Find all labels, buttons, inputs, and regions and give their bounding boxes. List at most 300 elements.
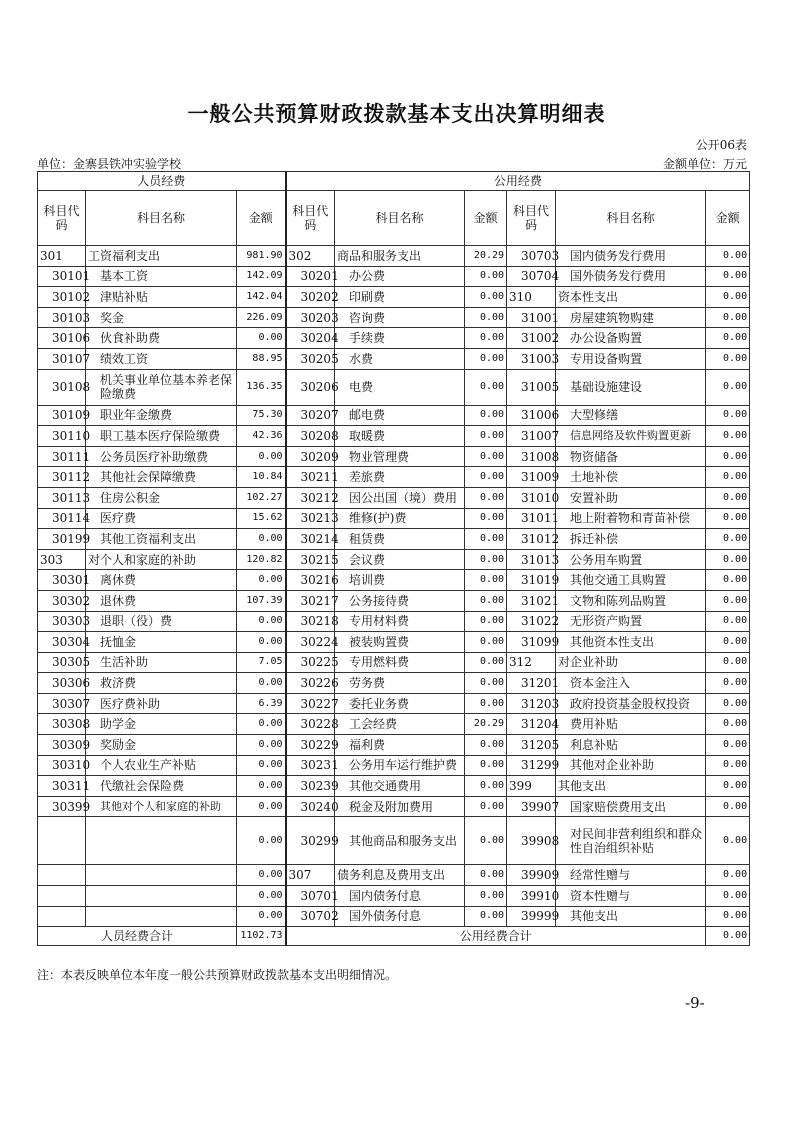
amount-value: 0.00 bbox=[237, 886, 286, 907]
amount-value: 0.00 bbox=[706, 307, 750, 328]
amount-value: 0.00 bbox=[706, 369, 750, 405]
table-row bbox=[38, 673, 750, 694]
subject-code: 30701 bbox=[286, 886, 335, 907]
subject-name: 培训费 bbox=[335, 570, 465, 591]
amount-value: 0.00 bbox=[465, 508, 507, 529]
amount-value: 0.00 bbox=[465, 446, 507, 467]
subject-code: 31203 bbox=[507, 693, 556, 714]
subject-code: 31021 bbox=[507, 590, 556, 611]
subject-name: 资本性赠与 bbox=[556, 886, 706, 907]
subject-code: 30208 bbox=[286, 426, 335, 447]
subject-name: 大型修缮 bbox=[556, 405, 706, 426]
subject-name: 专用材料费 bbox=[335, 611, 465, 632]
amount-value: 0.00 bbox=[706, 549, 750, 570]
amount-value: 0.00 bbox=[465, 796, 507, 817]
subject-name: 资本金注入 bbox=[556, 673, 706, 694]
subject-code: 39999 bbox=[507, 906, 556, 927]
subject-name: 国家赔偿费用支出 bbox=[556, 796, 706, 817]
subject-code: 30110 bbox=[38, 426, 86, 447]
amount-value: 0.00 bbox=[237, 632, 286, 653]
amount-value: 0.00 bbox=[237, 817, 286, 865]
subject-name: 其他社会保障缴费 bbox=[86, 467, 237, 488]
subject-code: 30114 bbox=[38, 508, 86, 529]
subject-name: 基本工资 bbox=[86, 266, 237, 287]
subject-code: 31005 bbox=[507, 369, 556, 405]
subject-name: 国外债务付息 bbox=[335, 906, 465, 927]
subject-code: 30102 bbox=[38, 287, 86, 308]
subject-name: 生活补助 bbox=[86, 652, 237, 673]
table-row bbox=[38, 652, 750, 673]
subject-code: 31011 bbox=[507, 508, 556, 529]
subject-name: 其他对个人和家庭的补助 bbox=[86, 796, 237, 817]
subject-name: 无形资产购置 bbox=[556, 611, 706, 632]
subject-name: 其他商品和服务支出 bbox=[335, 817, 465, 865]
subject-code: 30310 bbox=[38, 755, 86, 776]
subject-code: 31008 bbox=[507, 446, 556, 467]
amount-value: 0.00 bbox=[465, 307, 507, 328]
subject-code: 30199 bbox=[38, 529, 86, 550]
amount-value: 0.00 bbox=[706, 246, 750, 267]
page-title: 一般公共预算财政拨款基本支出决算明细表 bbox=[187, 102, 606, 126]
subject-code: 30215 bbox=[286, 549, 335, 570]
subject-name: 代缴社会保险费 bbox=[86, 776, 237, 797]
subject-name: 个人农业生产补贴 bbox=[86, 755, 237, 776]
subject-name: 公务用车运行维护费 bbox=[335, 755, 465, 776]
table-row bbox=[38, 755, 750, 776]
table-row bbox=[38, 735, 750, 756]
subject-code: 30101 bbox=[38, 266, 86, 287]
subject-name bbox=[86, 817, 237, 865]
amount-value: 0.00 bbox=[465, 266, 507, 287]
amount-value: 20.29 bbox=[465, 714, 507, 735]
subject-code: 39908 bbox=[507, 817, 556, 865]
subject-code bbox=[38, 817, 86, 865]
subject-name: 经常性赠与 bbox=[556, 865, 706, 886]
amount-value: 0.00 bbox=[706, 776, 750, 797]
amount-value: 7.05 bbox=[237, 652, 286, 673]
subject-code: 30111 bbox=[38, 446, 86, 467]
col-name-header: 科目名称 bbox=[556, 191, 706, 246]
subject-name: 公务用车购置 bbox=[556, 549, 706, 570]
public-total-label: 公用经费合计 bbox=[286, 927, 706, 946]
amount-value: 0.00 bbox=[706, 508, 750, 529]
subject-name: 对民间非营利组织和群众性自治组织补贴 bbox=[556, 817, 706, 865]
table-row bbox=[38, 405, 750, 426]
subject-name: 福利费 bbox=[335, 735, 465, 756]
amount-value: 0.00 bbox=[706, 328, 750, 349]
amount-value: 0.00 bbox=[237, 328, 286, 349]
subject-name: 基础设施建设 bbox=[556, 369, 706, 405]
amount-value: 0.00 bbox=[465, 755, 507, 776]
amount-value: 0.00 bbox=[706, 886, 750, 907]
amount-value: 0.00 bbox=[237, 906, 286, 927]
form-number: 公开06表 bbox=[695, 138, 747, 152]
subject-name: 退休费 bbox=[86, 590, 237, 611]
personnel-total-label: 人员经费合计 bbox=[38, 927, 237, 946]
subject-name: 工会经费 bbox=[335, 714, 465, 735]
subject-code: 399 bbox=[507, 776, 556, 797]
subject-code: 30214 bbox=[286, 529, 335, 550]
subject-code: 31299 bbox=[507, 755, 556, 776]
amount-value: 0.00 bbox=[237, 796, 286, 817]
amount-value: 0.00 bbox=[237, 755, 286, 776]
table-row bbox=[38, 886, 750, 907]
subject-name: 委托业务费 bbox=[335, 693, 465, 714]
subject-code: 30209 bbox=[286, 446, 335, 467]
amount-value: 0.00 bbox=[706, 906, 750, 927]
amount-value: 0.00 bbox=[465, 776, 507, 797]
amount-value: 136.35 bbox=[237, 369, 286, 405]
subject-code: 30305 bbox=[38, 652, 86, 673]
subject-code: 312 bbox=[507, 652, 556, 673]
personnel-total-value: 1102.73 bbox=[237, 927, 286, 946]
subject-name: 土地补偿 bbox=[556, 467, 706, 488]
subject-name: 对企业补助 bbox=[556, 652, 706, 673]
amount-value: 0.00 bbox=[465, 549, 507, 570]
subject-name: 维修(护)费 bbox=[335, 508, 465, 529]
table-row bbox=[38, 529, 750, 550]
table-row bbox=[38, 570, 750, 591]
amount-value: 0.00 bbox=[706, 632, 750, 653]
amount-value: 0.00 bbox=[237, 570, 286, 591]
amount-value: 0.00 bbox=[237, 446, 286, 467]
table-row bbox=[38, 246, 750, 267]
subject-code: 30113 bbox=[38, 487, 86, 508]
amount-value: 10.84 bbox=[237, 467, 286, 488]
subject-code: 30205 bbox=[286, 348, 335, 369]
subject-name: 救济费 bbox=[86, 673, 237, 694]
table-row bbox=[38, 590, 750, 611]
table-row bbox=[38, 426, 750, 447]
subject-code: 30204 bbox=[286, 328, 335, 349]
amount-value: 0.00 bbox=[465, 348, 507, 369]
subject-code: 30109 bbox=[38, 405, 86, 426]
amount-value: 120.82 bbox=[237, 549, 286, 570]
amount-value: 0.00 bbox=[706, 446, 750, 467]
subject-name: 国外债务发行费用 bbox=[556, 266, 706, 287]
subject-name: 其他支出 bbox=[556, 776, 706, 797]
totals-row bbox=[38, 927, 750, 946]
subject-code: 31006 bbox=[507, 405, 556, 426]
unit-label: 单位：金寨县铁冲实验学校 bbox=[37, 157, 182, 171]
table-row bbox=[38, 348, 750, 369]
subject-code bbox=[38, 865, 86, 886]
col-name-header: 科目名称 bbox=[86, 191, 237, 246]
amount-value: 0.00 bbox=[237, 735, 286, 756]
subject-code: 30107 bbox=[38, 348, 86, 369]
subject-code: 31022 bbox=[507, 611, 556, 632]
amount-value: 75.30 bbox=[237, 405, 286, 426]
subject-name: 公务员医疗补助缴费 bbox=[86, 446, 237, 467]
subject-code: 31010 bbox=[507, 487, 556, 508]
col-amount-header: 金额 bbox=[706, 191, 750, 246]
subject-name: 医疗费补助 bbox=[86, 693, 237, 714]
amount-value: 0.00 bbox=[465, 611, 507, 632]
amount-value: 0.00 bbox=[465, 487, 507, 508]
amount-value: 102.27 bbox=[237, 487, 286, 508]
subject-code: 31009 bbox=[507, 467, 556, 488]
subject-code: 30299 bbox=[286, 817, 335, 865]
subject-code: 31002 bbox=[507, 328, 556, 349]
subject-code: 31013 bbox=[507, 549, 556, 570]
subject-name: 其他资本性支出 bbox=[556, 632, 706, 653]
subject-code: 31204 bbox=[507, 714, 556, 735]
subject-code: 31007 bbox=[507, 426, 556, 447]
amount-value: 0.00 bbox=[237, 529, 286, 550]
subject-code: 30213 bbox=[286, 508, 335, 529]
col-code-header: 科目代码 bbox=[286, 191, 335, 246]
amount-value: 0.00 bbox=[465, 426, 507, 447]
subject-name: 因公出国（境）费用 bbox=[335, 487, 465, 508]
amount-value: 0.00 bbox=[465, 529, 507, 550]
subject-code: 30226 bbox=[286, 673, 335, 694]
amount-value: 88.95 bbox=[237, 348, 286, 369]
amount-value: 0.00 bbox=[465, 693, 507, 714]
subject-code: 30301 bbox=[38, 570, 86, 591]
subject-name: 拆迁补偿 bbox=[556, 529, 706, 550]
subject-name: 离休费 bbox=[86, 570, 237, 591]
subject-name: 公务接待费 bbox=[335, 590, 465, 611]
subject-name bbox=[86, 906, 237, 927]
table-row bbox=[38, 549, 750, 570]
subject-code: 310 bbox=[507, 287, 556, 308]
subject-name bbox=[86, 886, 237, 907]
subject-code: 303 bbox=[38, 549, 86, 570]
amount-value: 0.00 bbox=[706, 693, 750, 714]
subject-name: 邮电费 bbox=[335, 405, 465, 426]
subject-name: 职工基本医疗保险缴费 bbox=[86, 426, 237, 447]
amount-value: 107.39 bbox=[237, 590, 286, 611]
subject-code: 30703 bbox=[507, 246, 556, 267]
amount-value: 0.00 bbox=[465, 817, 507, 865]
subject-code: 31019 bbox=[507, 570, 556, 591]
subject-code: 30211 bbox=[286, 467, 335, 488]
amount-value: 0.00 bbox=[706, 266, 750, 287]
subject-code: 30309 bbox=[38, 735, 86, 756]
amount-value: 0.00 bbox=[465, 886, 507, 907]
subject-code: 30303 bbox=[38, 611, 86, 632]
amount-value: 0.00 bbox=[706, 348, 750, 369]
subject-code: 30304 bbox=[38, 632, 86, 653]
amount-value: 42.36 bbox=[237, 426, 286, 447]
amount-value: 0.00 bbox=[465, 865, 507, 886]
subject-code: 30106 bbox=[38, 328, 86, 349]
amount-value: 0.00 bbox=[465, 632, 507, 653]
subject-name: 租赁费 bbox=[335, 529, 465, 550]
subject-code: 30206 bbox=[286, 369, 335, 405]
subject-code: 30224 bbox=[286, 632, 335, 653]
subject-code: 30307 bbox=[38, 693, 86, 714]
subject-name: 国内债务付息 bbox=[335, 886, 465, 907]
expenditure-table bbox=[37, 171, 750, 946]
amount-value: 0.00 bbox=[237, 673, 286, 694]
table-row bbox=[38, 693, 750, 714]
subject-code bbox=[38, 886, 86, 907]
amount-value: 15.62 bbox=[237, 508, 286, 529]
subject-name: 费用补贴 bbox=[556, 714, 706, 735]
amount-value: 0.00 bbox=[465, 405, 507, 426]
subject-code: 30240 bbox=[286, 796, 335, 817]
subject-code: 30202 bbox=[286, 287, 335, 308]
amount-value: 0.00 bbox=[465, 570, 507, 591]
subject-name: 商品和服务支出 bbox=[335, 246, 465, 267]
subject-name: 其他交通费用 bbox=[335, 776, 465, 797]
amount-value: 0.00 bbox=[465, 467, 507, 488]
amount-value: 0.00 bbox=[706, 590, 750, 611]
table-row bbox=[38, 632, 750, 653]
table-row bbox=[38, 865, 750, 886]
table-row bbox=[38, 714, 750, 735]
amount-value: 0.00 bbox=[706, 287, 750, 308]
table-row bbox=[38, 508, 750, 529]
subject-code: 30227 bbox=[286, 693, 335, 714]
subject-name: 医疗费 bbox=[86, 508, 237, 529]
subject-code: 31003 bbox=[507, 348, 556, 369]
subject-code: 39907 bbox=[507, 796, 556, 817]
subject-name: 退职（役）费 bbox=[86, 611, 237, 632]
amount-value: 0.00 bbox=[706, 487, 750, 508]
subject-name: 津贴补贴 bbox=[86, 287, 237, 308]
subject-code: 30228 bbox=[286, 714, 335, 735]
subject-name: 手续费 bbox=[335, 328, 465, 349]
subject-name: 利息补贴 bbox=[556, 735, 706, 756]
subject-name: 咨询费 bbox=[335, 307, 465, 328]
amount-value: 0.00 bbox=[706, 714, 750, 735]
amount-value: 0.00 bbox=[706, 405, 750, 426]
amount-value: 0.00 bbox=[237, 776, 286, 797]
subject-code bbox=[38, 906, 86, 927]
subject-name: 电费 bbox=[335, 369, 465, 405]
table-row bbox=[38, 796, 750, 817]
amount-value: 0.00 bbox=[706, 755, 750, 776]
table-row bbox=[38, 467, 750, 488]
subject-code: 301 bbox=[38, 246, 86, 267]
table-row bbox=[38, 776, 750, 797]
subject-code: 30212 bbox=[286, 487, 335, 508]
table-row bbox=[38, 266, 750, 287]
subject-name: 房屋建筑物购建 bbox=[556, 307, 706, 328]
amount-value: 0.00 bbox=[465, 673, 507, 694]
subject-name: 税金及附加费用 bbox=[335, 796, 465, 817]
subject-name: 奖金 bbox=[86, 307, 237, 328]
amount-value: 0.00 bbox=[706, 673, 750, 694]
subject-name: 绩效工资 bbox=[86, 348, 237, 369]
subject-name: 工资福利支出 bbox=[86, 246, 237, 267]
table-row bbox=[38, 328, 750, 349]
subject-name: 机关事业单位基本养老保险缴费 bbox=[86, 369, 237, 405]
subject-name: 水费 bbox=[335, 348, 465, 369]
subject-code: 307 bbox=[286, 865, 335, 886]
amount-value: 0.00 bbox=[706, 865, 750, 886]
amount-value: 0.00 bbox=[706, 467, 750, 488]
subject-name: 伙食补助费 bbox=[86, 328, 237, 349]
subject-code: 30311 bbox=[38, 776, 86, 797]
subject-code: 30108 bbox=[38, 369, 86, 405]
amount-value: 0.00 bbox=[237, 714, 286, 735]
subject-name: 其他支出 bbox=[556, 906, 706, 927]
public-total-value: 0.00 bbox=[706, 927, 750, 946]
subject-name: 物资储备 bbox=[556, 446, 706, 467]
amount-value: 6.39 bbox=[237, 693, 286, 714]
amount-value: 0.00 bbox=[465, 369, 507, 405]
subject-name: 其他工资福利支出 bbox=[86, 529, 237, 550]
subject-code: 30225 bbox=[286, 652, 335, 673]
subject-code: 30218 bbox=[286, 611, 335, 632]
subject-name: 住房公积金 bbox=[86, 487, 237, 508]
amount-value: 0.00 bbox=[465, 906, 507, 927]
subject-name: 取暖费 bbox=[335, 426, 465, 447]
amount-value: 0.00 bbox=[706, 570, 750, 591]
subject-name: 劳务费 bbox=[335, 673, 465, 694]
amount-value: 0.00 bbox=[706, 652, 750, 673]
subject-name: 对个人和家庭的补助 bbox=[86, 549, 237, 570]
footnote: 注：本表反映单位本年度一般公共预算财政拨款基本支出明细情况。 bbox=[37, 968, 398, 982]
subject-code: 31012 bbox=[507, 529, 556, 550]
subject-name: 地上附着物和青苗补偿 bbox=[556, 508, 706, 529]
table-row bbox=[38, 817, 750, 865]
amount-value: 0.00 bbox=[465, 590, 507, 611]
amount-value: 20.29 bbox=[465, 246, 507, 267]
subject-name: 办公费 bbox=[335, 266, 465, 287]
subject-name: 安置补助 bbox=[556, 487, 706, 508]
col-amount-header: 金额 bbox=[237, 191, 286, 246]
subject-code: 30103 bbox=[38, 307, 86, 328]
subject-code: 30112 bbox=[38, 467, 86, 488]
amount-unit-label: 金额单位：万元 bbox=[662, 157, 747, 171]
subject-name: 差旅费 bbox=[335, 467, 465, 488]
subject-name: 被装购置费 bbox=[335, 632, 465, 653]
subject-code: 39910 bbox=[507, 886, 556, 907]
amount-value: 0.00 bbox=[237, 611, 286, 632]
amount-value: 0.00 bbox=[465, 735, 507, 756]
subject-code: 30207 bbox=[286, 405, 335, 426]
subject-name: 奖励金 bbox=[86, 735, 237, 756]
subject-name: 债务利息及费用支出 bbox=[335, 865, 465, 886]
subject-code: 30702 bbox=[286, 906, 335, 927]
amount-value: 0.00 bbox=[465, 287, 507, 308]
subject-code: 31001 bbox=[507, 307, 556, 328]
table-row bbox=[38, 287, 750, 308]
subject-code: 30704 bbox=[507, 266, 556, 287]
amount-value: 0.00 bbox=[465, 652, 507, 673]
subject-name bbox=[86, 865, 237, 886]
amount-value: 0.00 bbox=[706, 796, 750, 817]
table-row bbox=[38, 369, 750, 405]
col-code-header: 科目代码 bbox=[507, 191, 556, 246]
public-header: 公用经费 bbox=[286, 172, 750, 191]
subject-name: 办公设备购置 bbox=[556, 328, 706, 349]
subject-code: 30302 bbox=[38, 590, 86, 611]
subject-code: 30399 bbox=[38, 796, 86, 817]
subject-name: 抚恤金 bbox=[86, 632, 237, 653]
subject-name: 助学金 bbox=[86, 714, 237, 735]
subject-code: 302 bbox=[286, 246, 335, 267]
table-row bbox=[38, 611, 750, 632]
amount-value: 981.90 bbox=[237, 246, 286, 267]
subject-code: 31205 bbox=[507, 735, 556, 756]
subject-name: 信息网络及软件购置更新 bbox=[556, 426, 706, 447]
subject-code: 30201 bbox=[286, 266, 335, 287]
subject-code: 30216 bbox=[286, 570, 335, 591]
subject-code: 31201 bbox=[507, 673, 556, 694]
subject-name: 专用燃料费 bbox=[335, 652, 465, 673]
table-row bbox=[38, 307, 750, 328]
amount-value: 142.04 bbox=[237, 287, 286, 308]
subject-name: 国内债务发行费用 bbox=[556, 246, 706, 267]
table-row bbox=[38, 906, 750, 927]
subject-code: 30239 bbox=[286, 776, 335, 797]
subject-name: 其他对企业补助 bbox=[556, 755, 706, 776]
